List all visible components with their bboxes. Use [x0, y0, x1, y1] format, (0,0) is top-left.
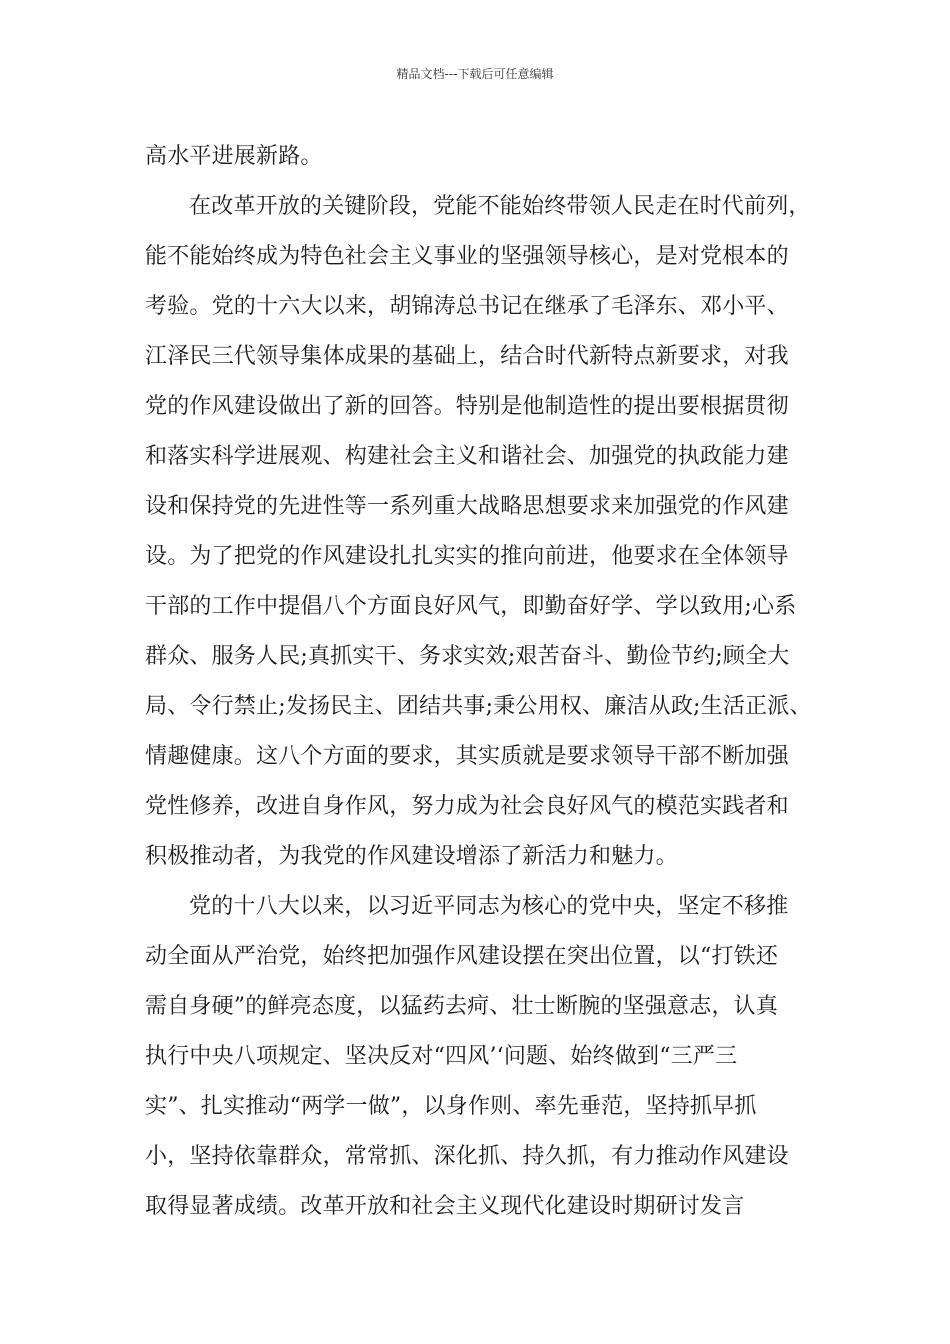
text-line: 动全面从严治党，始终把加强作风建设摆在突出位置，以“打铁还	[145, 944, 779, 969]
text-line: 党性修养，改进自身作风，努力成为社会良好风气的模范实践者和	[145, 794, 789, 819]
text-line: 干部的工作中提倡八个方面良好风气，即勤奋好学、学以致用;心系	[145, 594, 797, 619]
text-line: 江泽民三代领导集体成果的基础上，结合时代新特点新要求，对我	[145, 344, 789, 369]
text-line: 局、令行禁止;发扬民主、团结共事;秉公用权、廉洁从政;生活正派、	[145, 694, 812, 719]
text-line: 实”、扎实推动“两学一做”，以身作则、率先垂范，坚持抓早抓	[145, 1094, 757, 1119]
paragraph-start-line: 党的十八大以来，以习近平同志为核心的党中央，坚定不移推	[189, 894, 789, 919]
text-line: 设。为了把党的作风建设扎扎实实的推向前进，他要求在全体领导	[145, 544, 789, 569]
text-line: 群众、服务人民;真抓实干、务求实效;艰苦奋斗、勤俭节约;顾全大	[145, 644, 790, 669]
page-header: 精品文档---下载后可任意编辑	[396, 67, 554, 81]
text-line: 设和保持党的先进性等一系列重大战略思想要求来加强党的作风建	[145, 494, 789, 519]
text-line: 考验。党的十六大以来，胡锦涛总书记在继承了毛泽东、邓小平、	[145, 294, 789, 319]
text-line: 能不能始终成为特色社会主义事业的坚强领导核心，是对党根本的	[145, 244, 789, 269]
text-line: 情趣健康。这八个方面的要求，其实质就是要求领导干部不断加强	[145, 744, 789, 769]
text-line: 需自身硬”的鲜亮态度，以猛药去疴、壮士断腕的坚强意志，认真	[145, 994, 779, 1019]
text-line: 高水平进展新路。	[145, 144, 323, 169]
text-line: 积极推动者，为我党的作风建设增添了新活力和魅力。	[145, 844, 678, 869]
paragraph-start-line: 在改革开放的关键阶段，党能不能始终带领人民走在时代前列，	[189, 194, 811, 219]
text-line: 和落实科学进展观、构建社会主义和谐社会、加强党的执政能力建	[145, 444, 789, 469]
text-line: 党的作风建设做出了新的回答。特别是他制造性的提出要根据贯彻	[145, 394, 789, 419]
text-line: 取得显著成绩。改革开放和社会主义现代化建设时期研讨发言	[145, 1194, 745, 1219]
text-line: 执行中央八项规定、坚决反对“四风’‘问题、始终做到“三严三	[145, 1044, 738, 1069]
body-text	[145, 132, 825, 1232]
text-line: 小，坚持依靠群众，常常抓、深化抓、持久抓，有力推动作风建设	[145, 1144, 789, 1169]
